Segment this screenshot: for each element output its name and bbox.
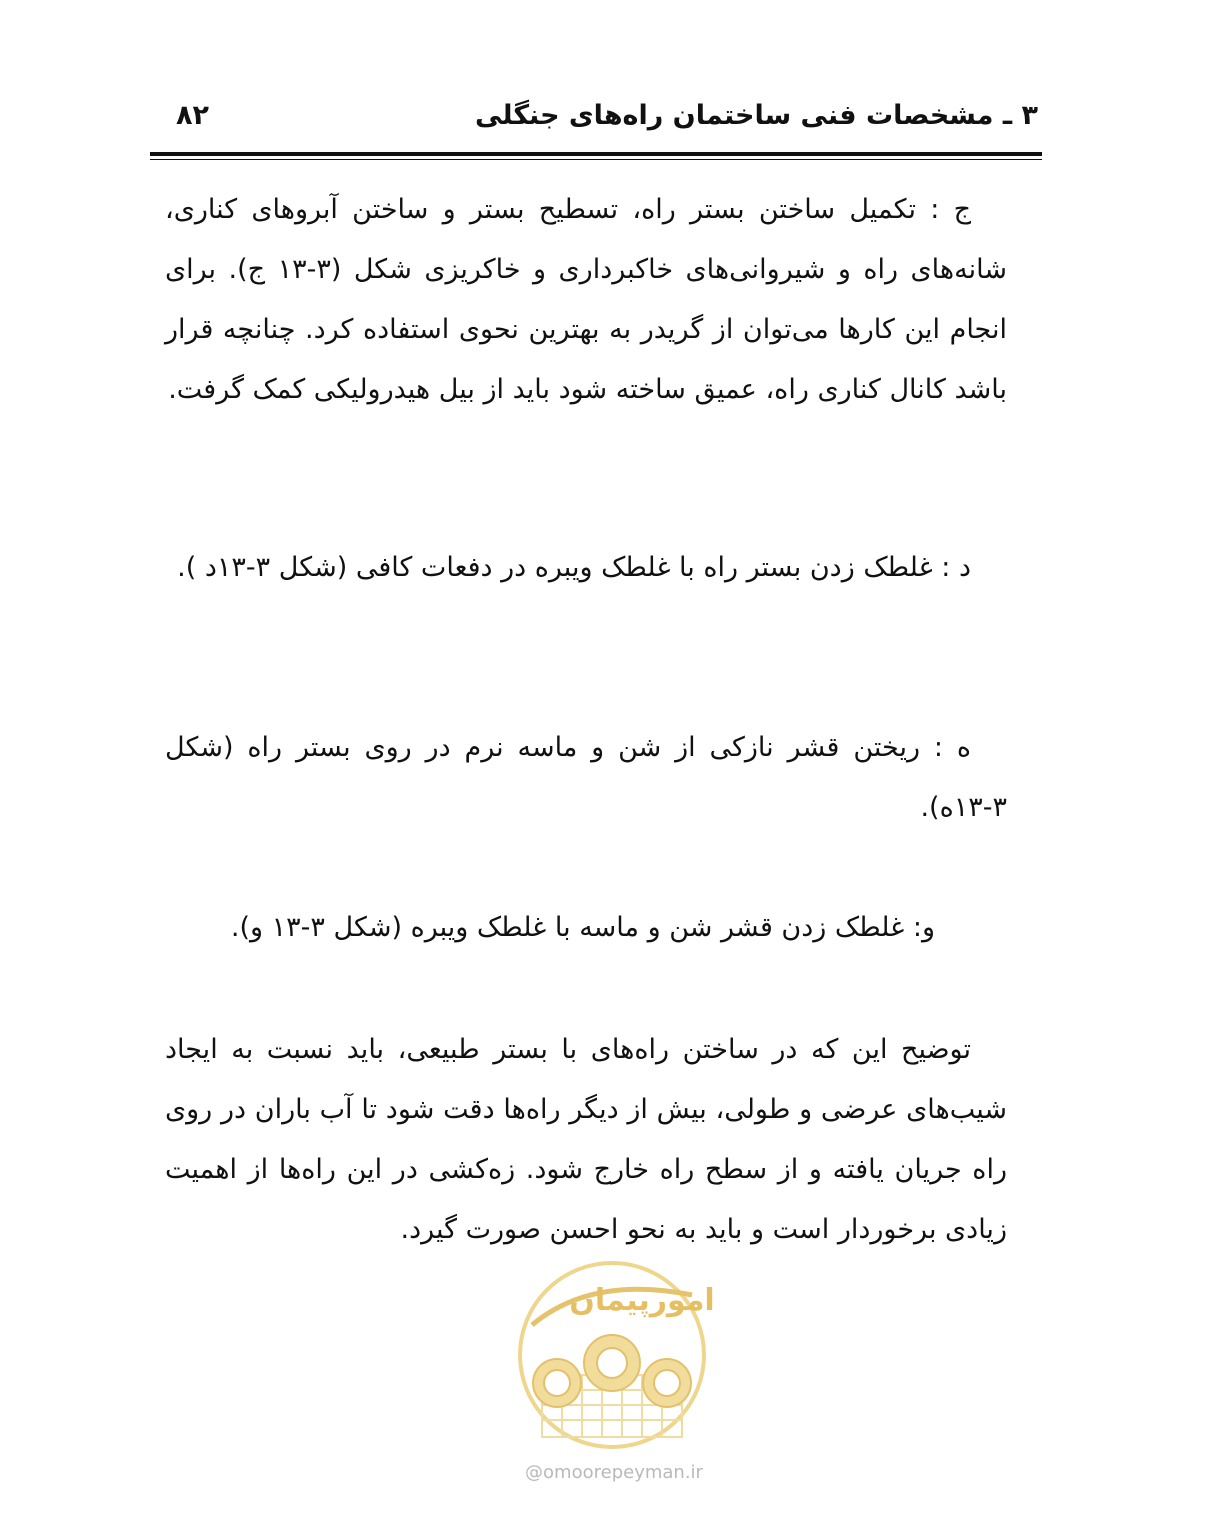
- header-rule-thick: [150, 152, 1042, 156]
- page-header: [150, 96, 1042, 146]
- watermark-site: @omoorepeyman.ir: [525, 1462, 703, 1483]
- paragraph-j: ج : تکمیل ساختن بستر راه، تسطیح بستر و ساختن آبروهای کناری، شانه‌های راه و شیروانی‌های خاکبرداری و خاکریزی شکل (۳-۱۳ ج). برای انجام این کارها می‌توان از گریدر به بهترین نحوی استفاده کرد. چنانچه قرار باشد کانال کناری راه، عمیق ساخته شود باید از بیل هیدرولیکی کمک گرفت.: [165, 194, 1007, 405]
- chapter-title: ۳ ـ مشخصات فنی ساختمان راه‌های جنگلی: [475, 100, 1038, 131]
- paragraph-h: ه : ریختن قشر نازکی از شن و ماسه نرم در روی بستر راه (شکل ۳-۱۳ه).: [165, 732, 1007, 823]
- paragraph-note: توضیح این که در ساختن راه‌های با بستر طبیعی، باید نسبت به ایجاد شیب‌های عرضی و طولی، بیش از دیگر راه‌ها دقت شود تا آب باران در روی راه جریان یافته و از سطح راه خارج شود. زه‌کشی در این راه‌ها از اهمیت زیادی برخوردار است و باید به نحو احسن صورت گیرد.: [165, 1034, 1007, 1245]
- watermark-logo: [502, 1255, 722, 1455]
- paragraph-d: د : غلطک زدن بستر راه با غلطک ویبره در دفعات کافی (شکل ۳-۱۳د ).: [177, 552, 971, 583]
- page-number: ۸۲: [176, 100, 209, 131]
- header-rule-thin: [150, 159, 1042, 160]
- paragraph-v: و: غلطک زدن قشر شن و ماسه با غلطک ویبره (شکل ۳-۱۳ و).: [230, 912, 935, 943]
- watermark-logo-text: امورپیمان: [569, 1283, 715, 1318]
